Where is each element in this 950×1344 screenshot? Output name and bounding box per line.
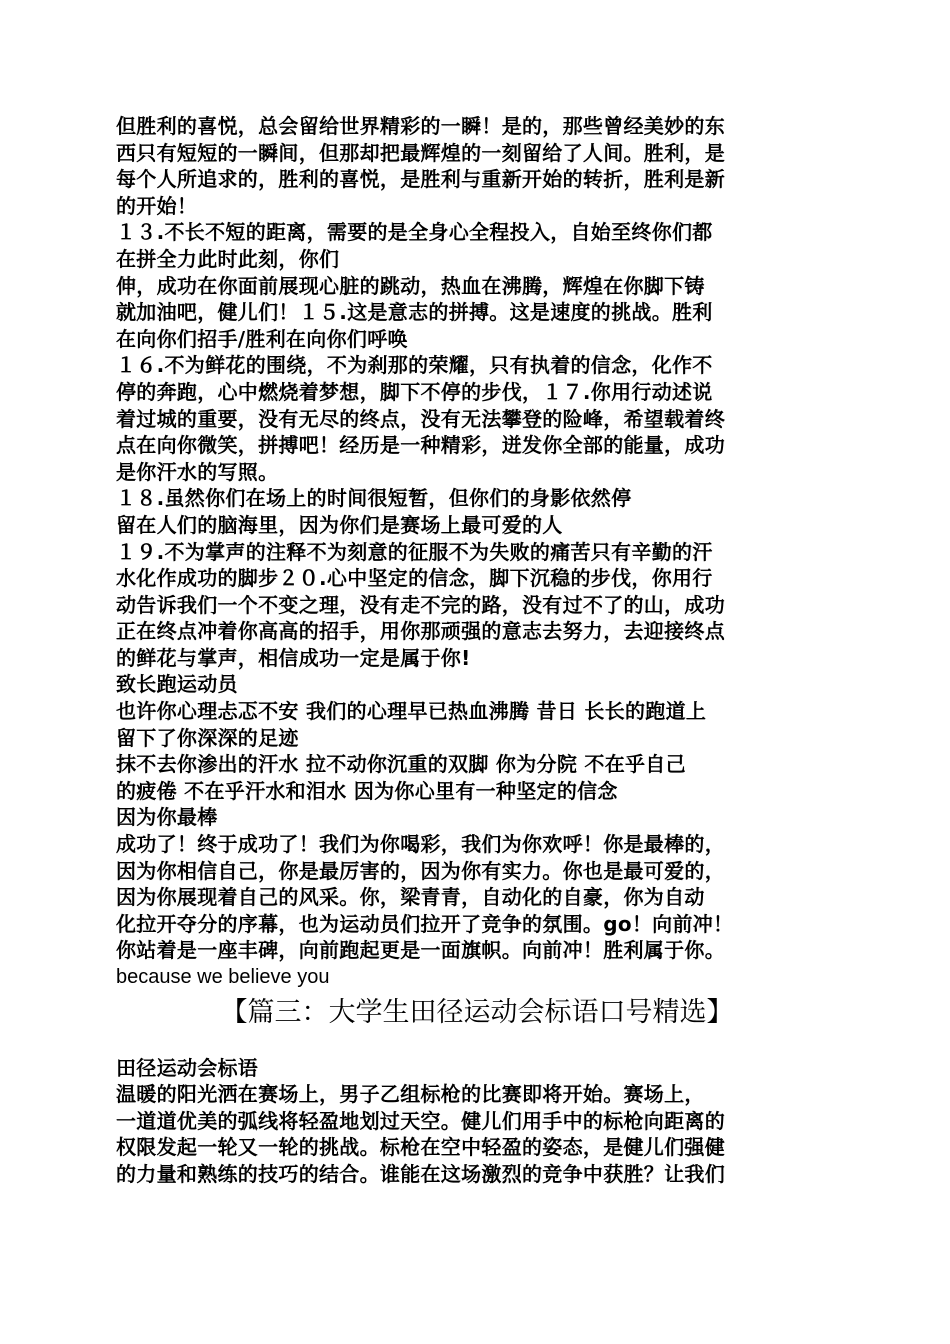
text-line: 也许你心理忐忑不安 我们的心理早已热血沸腾 昔日 长长的跑道上	[116, 699, 707, 724]
text-line: 的疲倦 不在乎汗水和泪水 因为你心里有一种坚定的信念	[116, 778, 618, 803]
text-line: 着过城的重要，没有无尽的终点，没有无法攀登的险峰，希望载着终	[116, 406, 725, 431]
subsection-title: 田径运动会标语	[116, 1055, 259, 1080]
text-line: 因为你展现着自己的风采。你，梁青青，自动化的自豪，你为自动	[116, 885, 705, 910]
body-text-top	[116, 113, 838, 991]
text-line: 点在向你微笑，拼搏吧！经历是一种精彩，迸发你全部的能量，成功	[116, 433, 725, 458]
text-line: 化拉开夺分的序幕，也为运动员们拉开了竞争的氛围。go！向前冲！	[116, 911, 734, 936]
text-line: １３.不长不短的距离，需要的是全身心全程投入，自始至终你们都	[116, 220, 713, 245]
text-line: 的鲜花与掌声，相信成功一定是属于你!	[116, 645, 471, 670]
text-line: 水化作成功的脚步２０.心中坚定的信念，脚下沉稳的步伐，你用行	[116, 566, 713, 591]
text-line: 在向你们招手/胜利在向你们呼唤	[116, 326, 408, 351]
text-line: 抹不去你渗出的汗水 拉不动你沉重的双脚 你为分院 不在乎自己	[116, 752, 686, 777]
text-line: 留在人们的脑海里，因为你们是赛场上最可爱的人	[116, 512, 563, 537]
text-line: 西只有短短的一瞬间，但那却把最辉煌的一刻留给了人间。胜利，是	[116, 140, 725, 165]
text-line: 一道道优美的弧线将轻盈地划过天空。健儿们用手中的标枪向距离的	[116, 1108, 725, 1133]
text-line: 因为你相信自己，你是最厉害的，因为你有实力。你也是最可爱的，	[116, 858, 725, 883]
text-line: 就加油吧，健儿们！１５.这是意志的拼搏。这是速度的挑战。胜利	[116, 300, 713, 325]
text-line: １８.虽然你们在场上的时间很短暂，但你们的身影依然停	[116, 486, 632, 511]
text-line: 停的奔跑，心中燃烧着梦想，脚下不停的步伐，１７.你用行动述说	[116, 379, 713, 404]
body-text-bottom	[116, 1055, 838, 1188]
text-line: 的力量和熟练的技巧的结合。谁能在这场激烈的竞争中获胜？让我们	[116, 1161, 725, 1186]
text-line: １９.不为掌声的注释不为刻意的征服不为失败的痛苦只有辛勤的汗	[116, 539, 713, 564]
section-heading: 【篇三：大学生田径运动会标语口号精选】	[220, 996, 734, 1028]
text-line: 每个人所追求的，胜利的喜悦，是胜利与重新开始的转折，胜利是新	[116, 167, 725, 192]
text-line: 伸，成功在你面前展现心脏的跳动，热血在沸腾，辉煌在你脚下铸	[116, 273, 705, 298]
latin-text-line: because we believe you	[116, 966, 330, 988]
text-line: 留下了你深深的足迹	[116, 725, 299, 750]
text-line: 在拼全力此时此刻，你们	[116, 246, 340, 271]
text-line: 你站着是一座丰碑，向前跑起更是一面旗帜。向前冲！胜利属于你。	[116, 938, 725, 963]
text-line: 成功了！终于成功了！我们为你喝彩，我们为你欢呼！你是最棒的，	[116, 832, 725, 857]
text-line: 动告诉我们一个不变之理，没有走不完的路，没有过不了的山，成功	[116, 592, 725, 617]
text-line: 温暖的阳光洒在赛场上，男子乙组标枪的比赛即将开始。赛场上，	[116, 1082, 705, 1107]
text-line: 的开始！	[116, 193, 198, 218]
text-line: 权限发起一轮又一轮的挑战。标枪在空中轻盈的姿态，是健儿们强健	[116, 1135, 725, 1160]
text-line: １６.不为鲜花的围绕，不为刹那的荣耀，只有执着的信念，化作不	[116, 353, 713, 378]
text-line: 是你汗水的写照。	[116, 459, 279, 484]
text-line: 正在终点冲着你高高的招手，用你那顽强的意志去努力，去迎接终点	[116, 619, 725, 644]
text-line: 但胜利的喜悦，总会留给世界精彩的一瞬！是的，那些曾经美妙的东	[116, 114, 725, 138]
text-line: 致长跑运动员	[116, 672, 238, 697]
text-line: 因为你最棒	[116, 805, 218, 830]
document-page	[116, 113, 838, 1188]
